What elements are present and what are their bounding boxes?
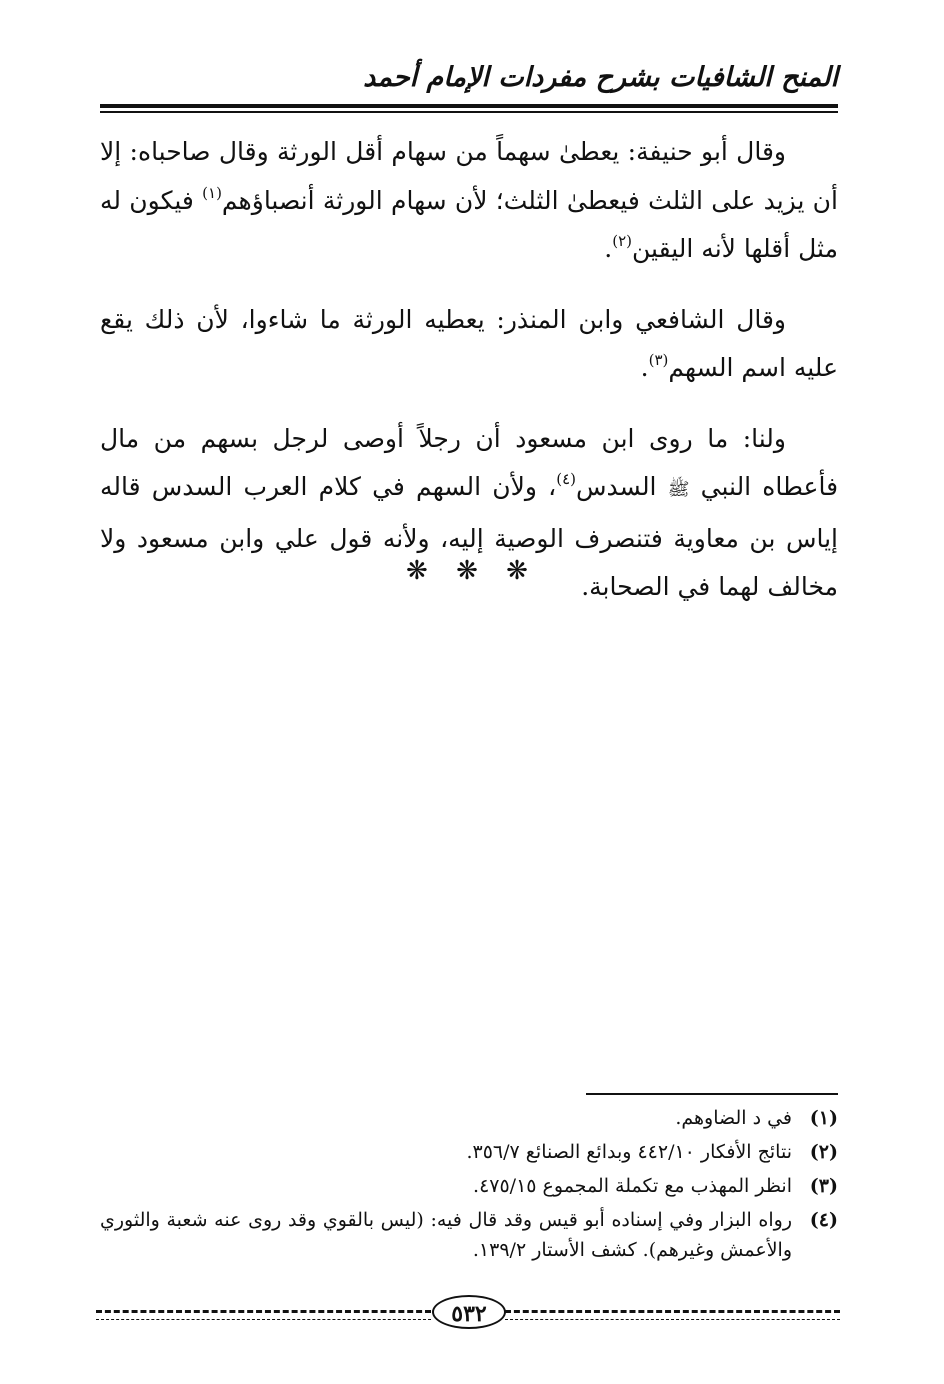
salla-ligature: ﷺ xyxy=(667,479,690,500)
footnote-item xyxy=(100,1171,838,1201)
footnote-number: (١) xyxy=(809,1107,838,1129)
text-segment: السدس xyxy=(576,472,668,501)
footnote-text: نتائج الأفكار ٤٤٢/١٠ وبدائع الصنائع ٣٥٦/٧. xyxy=(466,1141,792,1163)
footnote-item xyxy=(100,1137,838,1167)
footnote-reference: (٣) xyxy=(648,351,669,369)
footnote-rule xyxy=(586,1093,838,1095)
footnote-text: في د الضاوهم. xyxy=(675,1107,792,1129)
folio-dash-line xyxy=(96,1310,431,1313)
text-segment: ولنا: ما روى ابن مسعود أن رجلاً أوصى لرجل بسهم من مال فأعطاه النبي xyxy=(100,423,839,501)
text-segment: . xyxy=(640,353,649,382)
footnote-text: رواه البزار وفي إسناده أبو قيس وقد قال فيه: (ليس بالقوي وقد روى عنه شعبة والثوري والأعمش وغيرهم). كشف الأستار ١٣٩/٢. xyxy=(100,1209,792,1261)
footnote-item xyxy=(100,1103,838,1133)
folio-dash-line xyxy=(505,1319,840,1320)
text-segment: فيكون له مثل أقلها لأنه اليقين xyxy=(100,185,838,263)
folio-dash-line xyxy=(96,1319,431,1320)
section-separator: ❋ ❋ ❋ xyxy=(406,556,538,586)
footnote-reference: (١) xyxy=(202,183,222,202)
footnote-reference: (٤) xyxy=(556,470,576,488)
footnote-text: انظر المهذب مع تكملة المجموع ٤٧٥/١٥. xyxy=(473,1175,792,1197)
footnote-number: (٢) xyxy=(809,1141,838,1163)
paragraph xyxy=(100,128,838,274)
folio-dash-line xyxy=(505,1310,840,1313)
page-number: ٥٣٢ xyxy=(432,1295,506,1329)
text-segment: وقال الشافعي وابن المنذر: يعطيه الورثة ما شاءوا، لأن ذلك يقع عليه اسم السهم xyxy=(100,304,838,382)
footnote-reference: (٢) xyxy=(612,232,633,250)
text-segment: . xyxy=(604,234,613,263)
header-rule-thin xyxy=(100,111,838,113)
text-segment: ، ولأن السهم في كلام العرب السدس قاله إياس بن معاوية فتنصرف الوصية إليه، ولأنه قول علي وابن مسعود ولا مخالف لهما في الصحابة. xyxy=(100,472,838,601)
paragraph xyxy=(100,296,838,393)
footnote-number: (٤) xyxy=(809,1209,838,1231)
footnote-number: (٣) xyxy=(809,1175,838,1197)
header-rule-thick xyxy=(100,104,838,108)
text-segment: وقال أبو حنيفة: يعطىٰ سهماً من سهام أقل الورثة وقال صاحباه: إلا أن يزيد على الثلث فيعطىٰ الثلث؛ لأن سهام الورثة أنصباؤهم xyxy=(100,137,838,215)
footnote-item xyxy=(100,1205,838,1265)
running-header-title: المنح الشافيات بشرح مفردات الإمام أحمد xyxy=(363,62,838,93)
footnotes xyxy=(100,1103,838,1269)
